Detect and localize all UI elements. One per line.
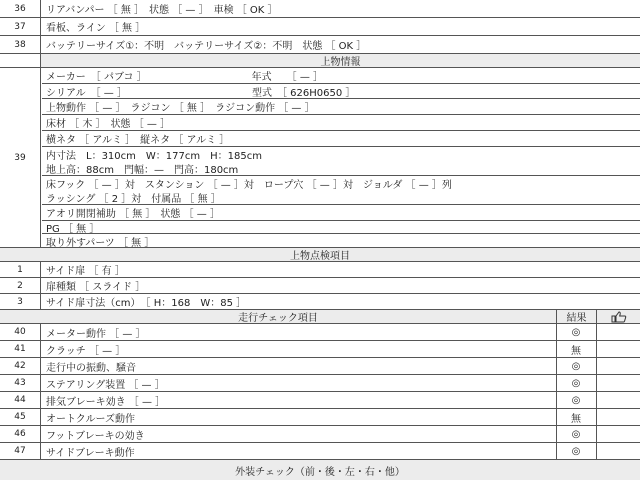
- section39-block: [0, 68, 640, 248]
- drive-header-row: [0, 310, 640, 324]
- row-number-blank: [0, 54, 41, 67]
- table-row: [0, 443, 640, 460]
- row-text: ステアリング装置 ［ — ］: [46, 379, 165, 391]
- row-number: 37: [0, 18, 41, 35]
- info-line: PG ［ 無 ］: [42, 221, 640, 234]
- result-value: ◎: [571, 394, 581, 406]
- info-line: ラッシング ［ 2 ］対 付属品 ［ 無 ］: [42, 190, 640, 205]
- table-row: [0, 341, 640, 358]
- row-number: 43: [0, 375, 41, 391]
- row-number: 47: [0, 443, 41, 459]
- row-number: 39: [0, 68, 41, 247]
- row-text: 扉種類 ［ スライド ］: [46, 282, 146, 293]
- row-text: サイドブレーキ動作: [46, 447, 135, 459]
- info-line: 床フック ［ — ］対 スタンション ［ — ］対 ロープ穴 ［ — ］対 ジョルダ ［ — ］列: [46, 179, 452, 191]
- table-row: [0, 294, 640, 310]
- table-row: [0, 375, 640, 392]
- result-value: ◎: [571, 445, 581, 457]
- exterior-header: 外装チェック（前・後・左・右・他）: [0, 460, 640, 480]
- result-value: ◎: [571, 360, 581, 372]
- info-line: 取り外すパーツ ［ 無 ］: [46, 237, 155, 249]
- info-line: 地上高：88cm 門幅：— 門高：180cm: [42, 161, 640, 176]
- row-text: サイド扉 ［ 有 ］: [46, 266, 125, 277]
- table-row: [0, 18, 640, 36]
- row-number: 46: [0, 426, 41, 442]
- info-line: 内寸法 L：310cm W：177cm H：185cm: [46, 150, 262, 162]
- row-text: 排気ブレーキ効き ［ — ］: [46, 396, 166, 408]
- drive-header: 走行チェック項目: [0, 310, 556, 323]
- result-value: ◎: [571, 377, 581, 389]
- row-text: メーター動作 ［ — ］: [46, 328, 146, 340]
- row-number: 3: [0, 294, 41, 309]
- row-text: オートクルーズ動作: [46, 413, 135, 425]
- row-number: 1: [0, 262, 41, 277]
- result-value: ◎: [571, 326, 581, 338]
- table-row: [0, 324, 640, 341]
- table-row: [0, 0, 640, 18]
- row-number: 44: [0, 392, 41, 408]
- table-row: [0, 426, 640, 443]
- info-line: 床材 ［ 木 ］ 状態 ［ — ］: [42, 115, 640, 131]
- row-number: 41: [0, 341, 41, 357]
- table-row: [0, 262, 640, 278]
- row-text: 走行中の振動、騒音: [46, 362, 136, 374]
- row-number: 38: [0, 36, 41, 53]
- table-row: [0, 278, 640, 294]
- result-value: 無: [571, 413, 581, 425]
- info-line: 横ネタ ［ アルミ ］ 縦ネタ ［ アルミ ］: [42, 131, 640, 147]
- result-header: 結果: [557, 310, 596, 323]
- table-row: [0, 36, 640, 54]
- row-number: 45: [0, 409, 41, 425]
- row-text: サイド扉寸法（cm） ［ H：168 W：85 ］: [46, 298, 247, 309]
- row-text: リアバンパー ［ 無 ］ 状態 ［ — ］ 車検 ［ OK ］: [46, 5, 278, 16]
- result-value: ◎: [571, 428, 581, 440]
- row-number: 40: [0, 324, 41, 340]
- table-row: [0, 358, 640, 375]
- section-header: 上物情報: [41, 54, 640, 67]
- info-line: アオリ開閉補助 ［ 無 ］ 状態 ［ — ］: [42, 205, 640, 221]
- section-header-row: [0, 54, 640, 68]
- info-line: 上物動作 ［ — ］ ラジコン ［ 無 ］ ラジコン動作 ［ — ］: [42, 99, 640, 115]
- section-header: 上物点検項目: [0, 248, 640, 261]
- row-number: 42: [0, 358, 41, 374]
- thumbs-up-icon: [597, 310, 640, 323]
- row-text: バッテリーサイズ①：不明 バッテリーサイズ②：不明 状態 ［ OK ］: [46, 41, 367, 52]
- info-line: メーカー ［ パブコ ］ 年式 ［ — ］: [42, 68, 640, 84]
- section-header-row: [0, 248, 640, 262]
- exterior-header-row: [0, 460, 640, 480]
- row-text: 看板、ライン ［ 無 ］: [46, 23, 146, 34]
- row-text: フットブレーキの効き: [46, 430, 145, 442]
- info-line: シリアル ［ — ］ 型式 ［ 626H0650 ］: [42, 84, 640, 99]
- table-row: [0, 409, 640, 426]
- table-row: [0, 392, 640, 409]
- row-text: クラッチ ［ — ］: [46, 345, 126, 357]
- row-number: 2: [0, 278, 41, 293]
- result-value: 無: [571, 345, 581, 357]
- row-number: 36: [0, 0, 41, 17]
